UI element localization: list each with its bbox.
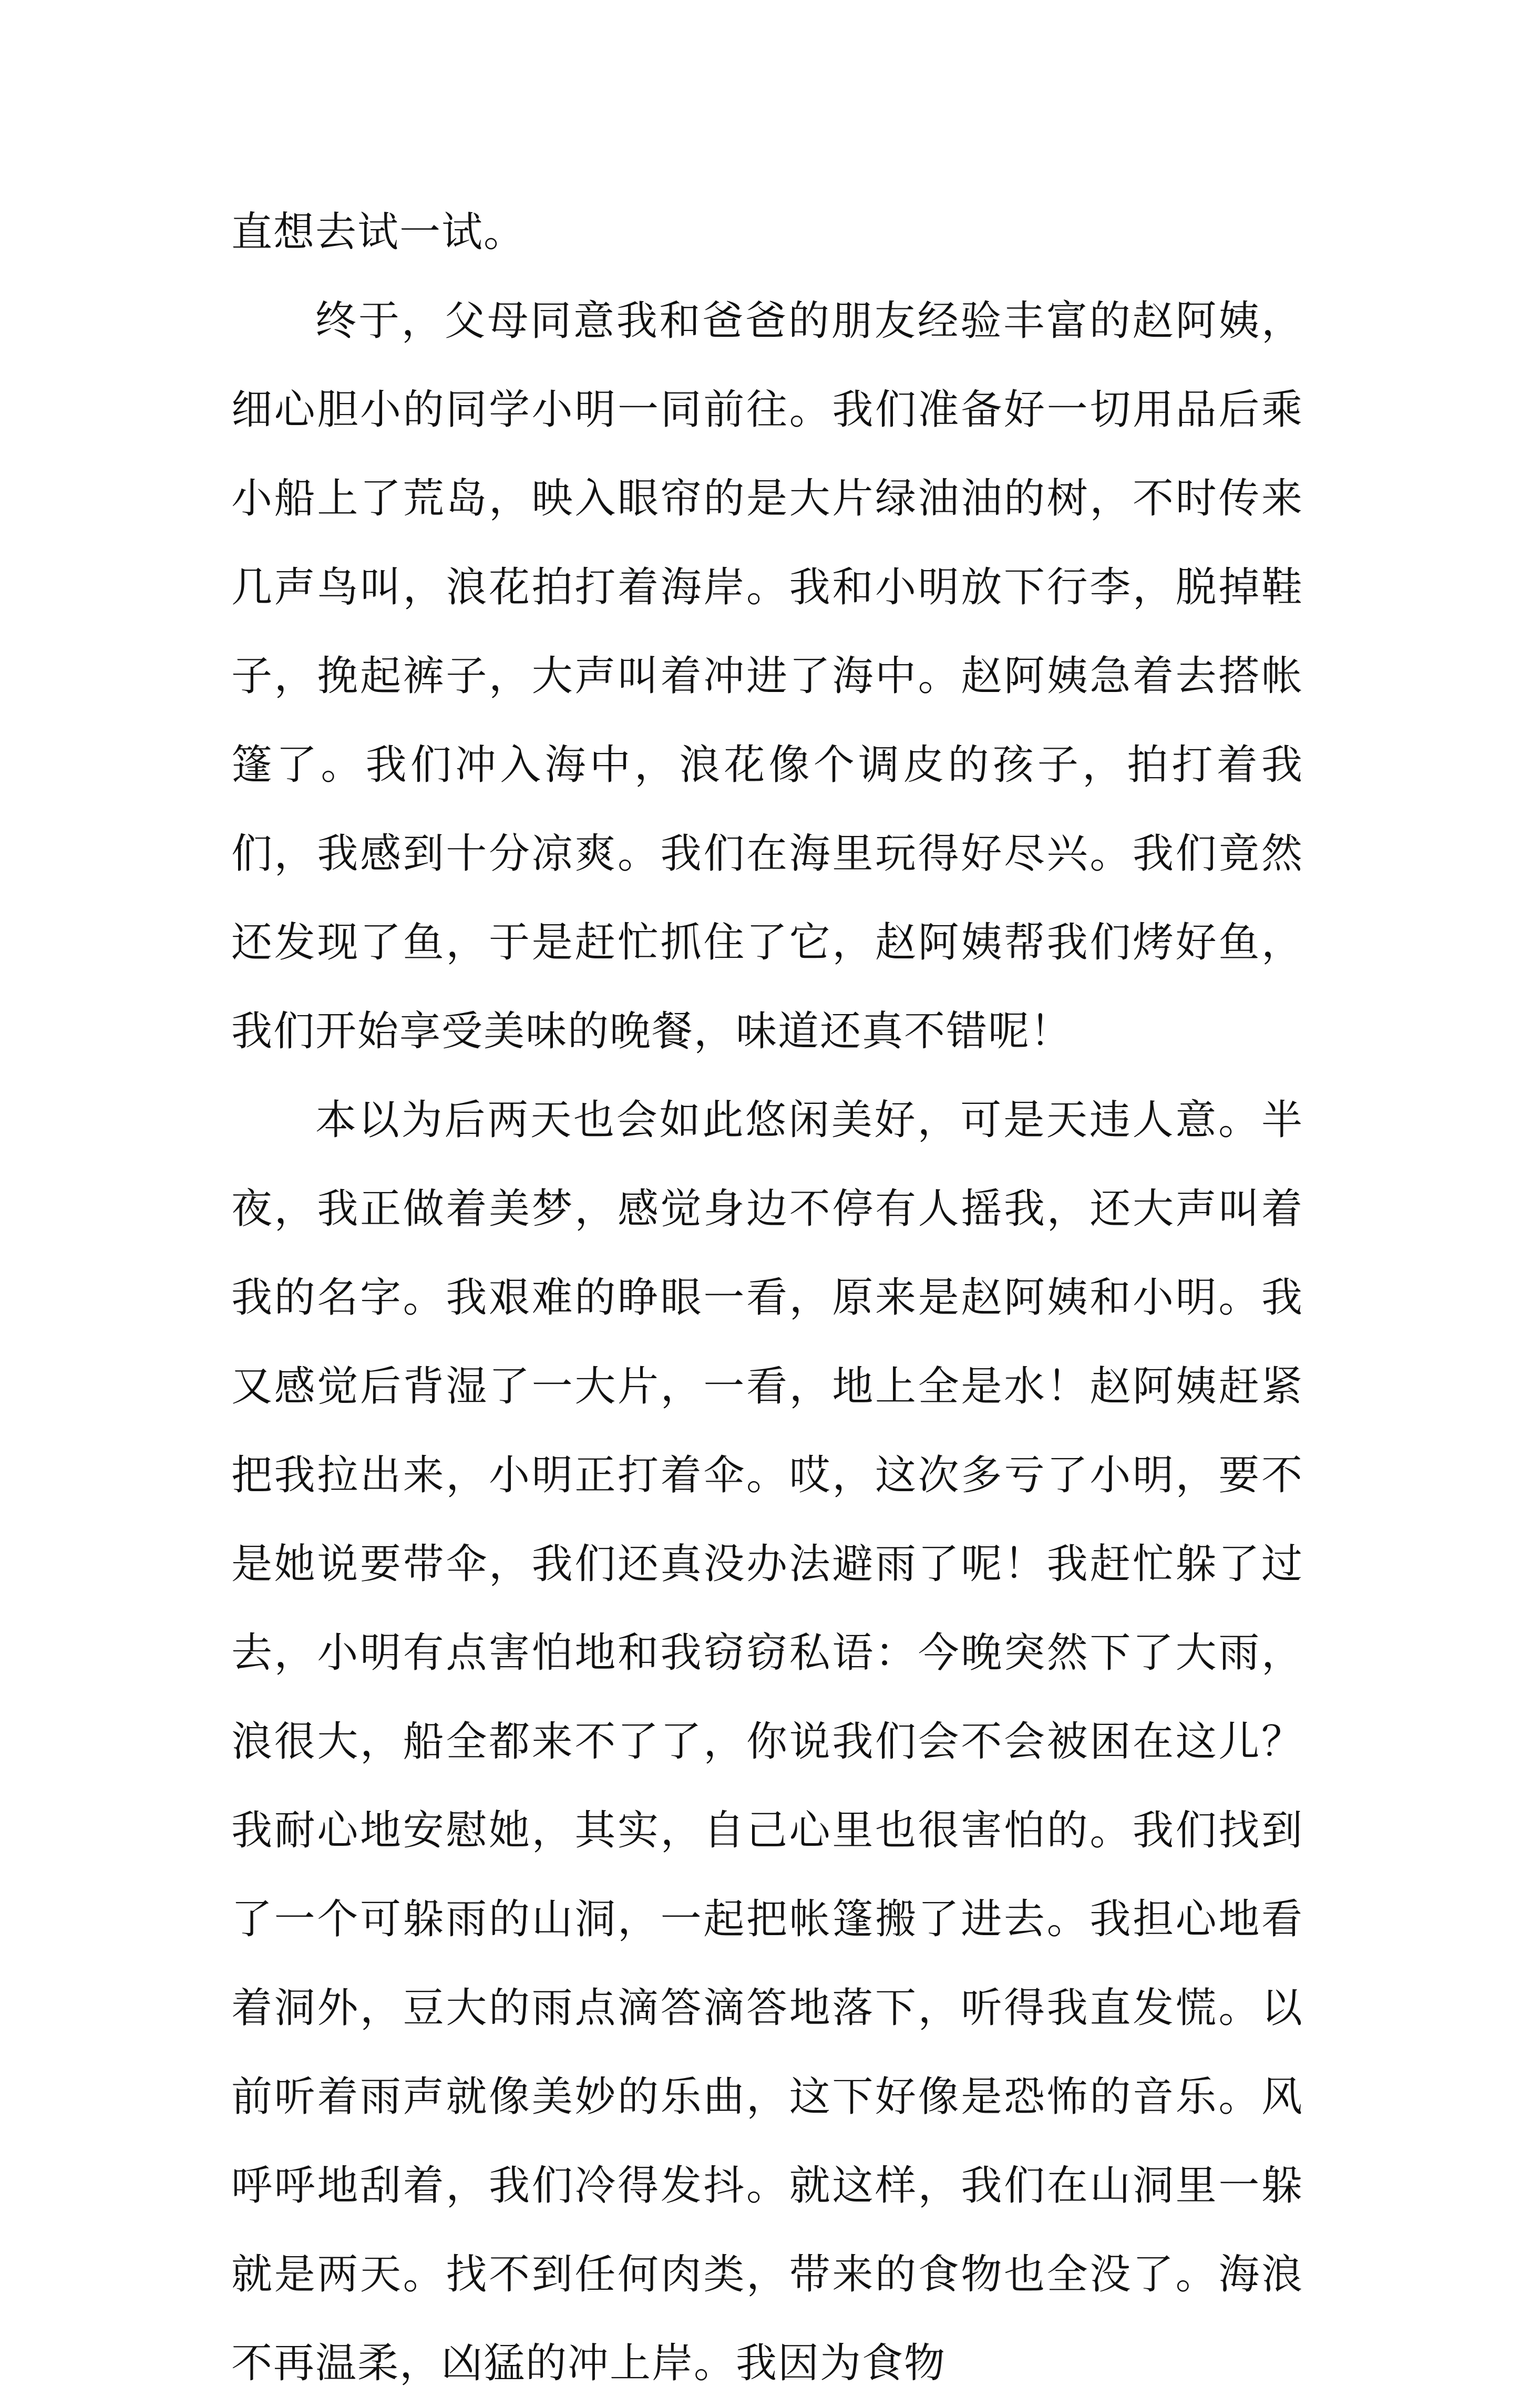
paragraph-1: 直想去试一试。 [231,209,526,256]
paragraph-3: 本以为后两天也会如此悠闲美好，可是天违人意。半夜，我正做着美梦，感觉身边不停有人摇我，还大声叫着我的名字。我艰难的睁眼一看，原来是赵阿姨和小明。我又感觉后背湿了一大片，一看，地上全是水！赵阿姨赶紧把我拉出来，小明正打着伞。哎，这次多亏了小明，要不是她说要带伞，我们还真没办法避雨了呢！我赶忙躲了过去，小明有点害怕地和我窃窃私语：今晚突然下了大雨，浪很大，船全都来不了了，你说我们会不会被困在这儿？我耐心地安慰她，其实，自己心里也很害怕的。我们找到了一个可躲雨的山洞，一起把帐篷搬了进去。我担心地看着洞外，豆大的雨点滴答滴答地落下，听得我直发慌。以前听着雨声就像美妙的乐曲，这下好像是恐怖的音乐。风呼呼地刮着，我们冷得发抖。就这样，我们在山洞里一躲就是两天。找不到任何肉类，带来的食物也全没了。海浪不再温柔，凶猛的冲上岸。我因为食物 [231,1097,1303,2387]
paragraph-2: 终于，父母同意我和爸爸的朋友经验丰富的赵阿姨，细心胆小的同学小明一同前往。我们准备好一切用品后乘小船上了荒岛，映入眼帘的是大片绿油油的树，不时传来几声鸟叫，浪花拍打着海岸。我和小明放下行李，脱掉鞋子，挽起裤子，大声叫着冲进了海中。赵阿姨急着去搭帐篷了。我们冲入海中，浪花像个调皮的孩子，拍打着我们，我感到十分凉爽。我们在海里玩得好尽兴。我们竟然还发现了鱼，于是赶忙抓住了它，赵阿姨帮我们烤好鱼，我们开始享受美味的晚餐，味道还真不错呢！ [231,297,1303,1055]
body-text [231,188,1303,2408]
